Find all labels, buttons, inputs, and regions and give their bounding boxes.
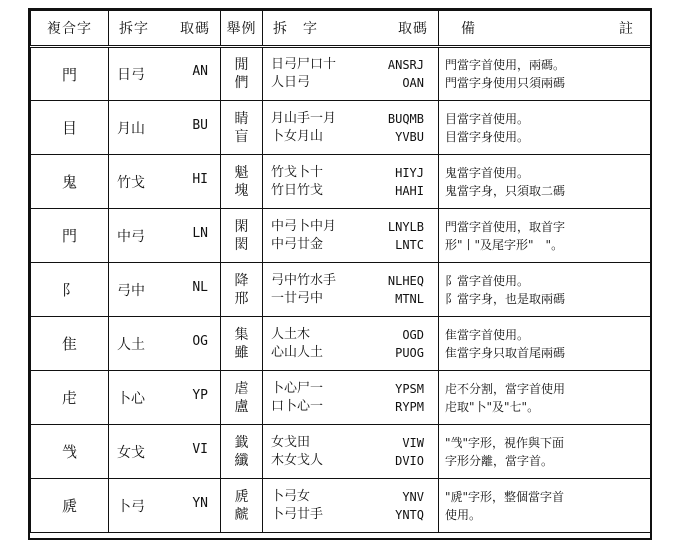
- parts-cell: [263, 155, 439, 209]
- split-text: 日弓: [117, 67, 145, 83]
- split-code-cell: [109, 47, 221, 101]
- code-text: LN: [192, 225, 208, 241]
- header-code-2: 取碼: [398, 21, 428, 37]
- note-cell: [439, 101, 651, 155]
- compound-cell: [31, 479, 109, 533]
- code-text: BU: [192, 117, 208, 133]
- split-code-cell: [109, 425, 221, 479]
- example-char: 虤: [234, 506, 249, 523]
- parts-code: YVBU: [395, 129, 424, 144]
- compound-cell: [31, 371, 109, 425]
- split-text: 卜心: [117, 390, 145, 407]
- note-line: 鬼當字首使用。: [445, 165, 530, 180]
- note-cell: [439, 155, 651, 209]
- example-cell: [221, 263, 263, 317]
- split-code-cell: [109, 209, 221, 263]
- note-cell: [439, 479, 651, 533]
- parts-code: NLHEQ: [387, 273, 424, 288]
- compound-char: 㦰: [61, 443, 77, 461]
- example-cell: [221, 425, 263, 479]
- split-code-cell: [109, 101, 221, 155]
- split-text: 卜弓: [117, 498, 145, 515]
- note-cell: [439, 425, 651, 479]
- parts-cell: [263, 101, 439, 155]
- parts-split: 人土木: [271, 326, 311, 342]
- note-line: 隹當字首使用。: [445, 327, 530, 342]
- parts-split: 竹戈卜十: [271, 164, 324, 180]
- parts-split: 中弓廿金: [271, 236, 324, 252]
- parts-cell: [263, 263, 439, 317]
- parts-split: 女戈田: [271, 434, 311, 450]
- split-text: 人土: [117, 336, 145, 353]
- parts-cell: [263, 371, 439, 425]
- note-cell: [439, 371, 651, 425]
- split-code-cell: [109, 317, 221, 371]
- code-text: AN: [192, 64, 208, 79]
- compound-char: 隹: [61, 335, 77, 353]
- compound-char: 鬼: [61, 173, 77, 191]
- table-row: [31, 479, 651, 533]
- split-code-cell: [109, 263, 221, 317]
- compound-cell: [31, 317, 109, 371]
- note-cell: [439, 47, 651, 101]
- compound-char: 虍: [61, 389, 77, 407]
- parts-code: VIW: [402, 435, 424, 450]
- example-char: 韱: [234, 434, 249, 451]
- parts-code: DVIO: [395, 453, 424, 468]
- table-row: [31, 47, 651, 101]
- parts-split: 心山人土: [271, 344, 324, 360]
- parts-cell: [263, 209, 439, 263]
- example-char: 虒: [234, 488, 249, 505]
- parts-code: LNYLB: [387, 219, 424, 234]
- header-note-a: 備: [461, 21, 476, 37]
- parts-cell: [263, 47, 439, 101]
- example-char: 魁: [234, 164, 249, 181]
- compound-char: 虒: [61, 497, 77, 515]
- code-text: OG: [192, 333, 208, 349]
- table-header-row: [31, 11, 651, 47]
- compound-code-table: [30, 10, 651, 533]
- note-line: 形"丨"及尾字形" "。: [445, 237, 564, 252]
- example-char: 集: [234, 326, 249, 343]
- parts-cell: [263, 425, 439, 479]
- example-char: 盧: [234, 398, 249, 415]
- compound-cell: [31, 263, 109, 317]
- example-char: 虐: [234, 380, 249, 397]
- note-cell: [439, 263, 651, 317]
- parts-split: 卜女月山: [271, 128, 324, 144]
- parts-split: 口卜心一: [271, 398, 324, 414]
- parts-split: 弓中竹水手: [271, 272, 337, 288]
- parts-code: YNV: [402, 489, 424, 504]
- code-text: YP: [192, 387, 208, 403]
- example-cell: [221, 47, 263, 101]
- parts-cell: [263, 479, 439, 533]
- example-cell: [221, 479, 263, 533]
- parts-split: 卜弓廿手: [271, 506, 324, 522]
- note-line: 門當字身使用只須兩碼: [445, 76, 566, 90]
- split-code-cell: [109, 371, 221, 425]
- compound-cell: [31, 209, 109, 263]
- example-char: 塊: [234, 182, 249, 199]
- parts-split: 一廿弓中: [271, 290, 324, 306]
- table-row: [31, 155, 651, 209]
- parts-code: OGD: [402, 327, 424, 342]
- example-char: 雖: [234, 344, 249, 361]
- table-row: [31, 371, 651, 425]
- compound-char: 門: [61, 227, 77, 245]
- example-cell: [221, 101, 263, 155]
- note-line: "㦰"字形，視作與下面: [445, 435, 565, 450]
- note-line: 字形分離，當字首。: [445, 453, 554, 468]
- table-row: [31, 263, 651, 317]
- parts-code: LNTC: [395, 237, 424, 252]
- split-code-cell: [109, 155, 221, 209]
- parts-split: 卜弓女: [271, 488, 311, 504]
- code-text: VI: [192, 441, 208, 457]
- note-cell: [439, 209, 651, 263]
- code-text: NL: [192, 279, 208, 295]
- header-note-b: 註: [619, 21, 634, 37]
- parts-code: OAN: [402, 76, 424, 90]
- example-cell: [221, 155, 263, 209]
- parts-code: YNTQ: [395, 507, 424, 522]
- parts-code: RYPM: [395, 399, 424, 414]
- note-line: 目當字首使用。: [445, 111, 530, 126]
- parts-code: MTNL: [395, 291, 424, 306]
- parts-split: 木女戈人: [271, 452, 324, 468]
- example-char: 閑: [234, 218, 249, 235]
- table-row: [31, 425, 651, 479]
- parts-split: 中弓卜中月: [271, 218, 337, 234]
- code-text: YN: [192, 495, 208, 511]
- note-line: 隹當字身只取首尾兩碼: [445, 345, 566, 360]
- example-char: 閒: [234, 57, 249, 73]
- example-cell: [221, 371, 263, 425]
- header-split: 拆字: [119, 21, 149, 37]
- compound-char: 阝: [61, 281, 77, 299]
- code-text: HI: [192, 171, 208, 187]
- example-char: 邢: [234, 290, 249, 307]
- note-cell: [439, 317, 651, 371]
- note-line: 鬼當字身，只須取二碼: [445, 183, 566, 198]
- header-compound: 複合字: [31, 11, 109, 47]
- split-code-cell: [109, 479, 221, 533]
- compound-cell: [31, 425, 109, 479]
- parts-code: HAHI: [395, 183, 424, 198]
- note-line: 阝當字身，也是取兩碼: [445, 291, 566, 306]
- split-text: 月山: [117, 120, 145, 137]
- header-example: 舉例: [221, 11, 263, 47]
- split-text: 女戈: [117, 444, 145, 461]
- example-char: 降: [234, 272, 249, 289]
- compound-cell: [31, 155, 109, 209]
- table-row: [31, 101, 651, 155]
- header-split-code-2: [263, 11, 439, 47]
- header-split-code: [109, 11, 221, 47]
- parts-code: BUQMB: [387, 111, 424, 126]
- header-code: 取碼: [180, 21, 210, 37]
- split-text: 竹戈: [117, 174, 145, 191]
- parts-code: HIYJ: [395, 165, 424, 180]
- example-char: 盲: [234, 128, 249, 145]
- example-char: 們: [234, 75, 249, 91]
- parts-code: ANSRJ: [387, 58, 424, 72]
- compound-char: 目: [61, 119, 77, 137]
- parts-code: YPSM: [395, 381, 424, 396]
- note-line: 門當字首使用，取首字: [445, 219, 566, 234]
- note-line: 阝當字首使用。: [445, 273, 530, 288]
- header-split-2: 拆 字: [273, 21, 318, 37]
- table-row: [31, 317, 651, 371]
- note-line: 虍不分割，當字首使用: [445, 381, 566, 396]
- compound-cell: [31, 47, 109, 101]
- parts-split: 卜心尸一: [271, 380, 324, 396]
- example-cell: [221, 317, 263, 371]
- header-note: [439, 11, 651, 47]
- parts-cell: [263, 317, 439, 371]
- compound-char: 門: [61, 65, 77, 84]
- example-char: 睛: [234, 110, 249, 127]
- note-line: "虒"字形，整個當字首: [445, 489, 565, 504]
- note-line: 目當字身使用。: [445, 129, 530, 144]
- parts-split: 月山手一月: [271, 110, 337, 126]
- table-row: [31, 209, 651, 263]
- note-line: 虍取"卜"及"七"。: [445, 399, 540, 414]
- parts-code: PUOG: [395, 345, 424, 360]
- note-line: 使用。: [445, 507, 482, 522]
- split-text: 中弓: [117, 228, 145, 245]
- compound-cell: [31, 101, 109, 155]
- note-line: 門當字首使用，兩碼。: [445, 58, 566, 72]
- parts-split: 日弓尸口十: [271, 57, 337, 72]
- parts-split: 竹日竹戈: [271, 182, 324, 198]
- parts-split: 人日弓: [271, 75, 311, 90]
- example-char: 閎: [234, 236, 249, 253]
- code-table-frame: [28, 8, 652, 540]
- split-text: 弓中: [117, 282, 145, 299]
- example-char: 纖: [234, 452, 249, 469]
- example-cell: [221, 209, 263, 263]
